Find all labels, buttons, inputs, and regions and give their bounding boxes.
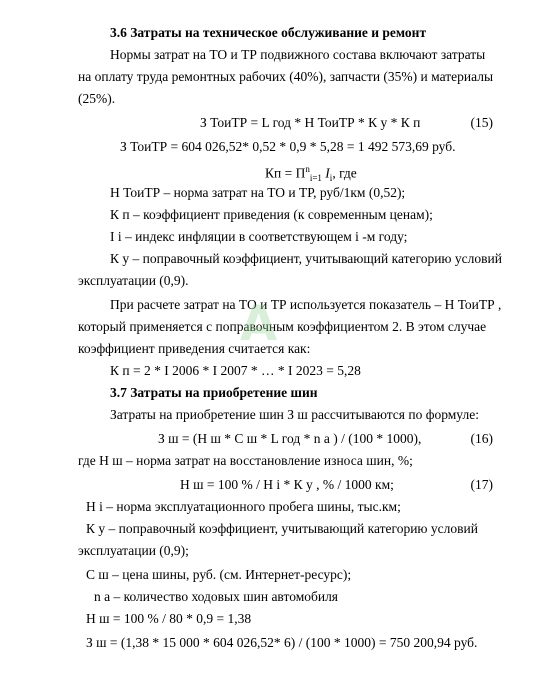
watermark-logo: А (240, 296, 278, 352)
definition-csh: С ш – цена шины, руб. (см. Интернет-ресурс); (86, 567, 352, 582)
equation-17: Н ш = 100 % / Н i * К у , % / 1000 км; (180, 477, 394, 492)
equation-15-number: (15) (470, 115, 493, 130)
paragraph-line: который применяется с поправочным коэффициентом 2. В этом случае (78, 319, 487, 334)
equation-17-number: (17) (470, 477, 493, 492)
equation-16: З ш = (Н ш * С ш * L год * n а ) / (100 * 1000), (158, 431, 422, 446)
kp-calculation: К п = 2 * I 2006 * I 2007 * … * I 2023 = 5,28 (110, 363, 361, 378)
paragraph-line: на оплату труда ремонтных рабочих (40%), запчасти (35%) и материалы (78, 69, 494, 84)
definition-nsh: где Н ш – норма затрат на восстановление износа шин, %; (78, 453, 413, 468)
equation-16-number: (16) (470, 431, 493, 446)
definition-n-toitr: Н ТоиТР – норма затрат на ТО и ТР, руб/1км (0,52); (110, 185, 406, 200)
definition-ky: К у – поправочный коэффициент, учитывающий категорию условий (110, 251, 502, 266)
kp-formula-sub: i=1 (309, 173, 322, 184)
definition-na: n а – количество ходовых шин автомобиля (94, 589, 339, 604)
definition-ky-2-cont: эксплуатации (0,9); (78, 543, 189, 558)
equation-15: З ТоиТР = L год * Н ТоиТР * К у * К п (200, 115, 421, 130)
paragraph-line: При расчете затрат на ТО и ТР используется показатель – Н ТоиТР , (110, 297, 502, 312)
kp-formula-sup: n (305, 164, 310, 174)
definition-kp: К п – коэффициент приведения (к современным ценам); (110, 207, 433, 222)
definition-ky-2: К у – поправочный коэффициент, учитывающий категорию условий (86, 521, 478, 536)
kp-formula-term-sub: i (329, 173, 333, 184)
section-3-7-heading: 3.7 Затраты на приобретение шин (110, 385, 318, 400)
paragraph-line: (25%). (78, 91, 116, 106)
calculation-nsh: Н ш = 100 % / 80 * 0,9 = 1,38 (86, 611, 252, 626)
paragraph-line: коэффициент приведения считается как: (78, 341, 311, 356)
section-3-6-heading: 3.6 Затраты на техническое обслуживание и ремонт (110, 25, 427, 40)
calculation-15: З ТоиТР = 604 026,52* 0,52 * 0,9 * 5,28 = 1 492 573,69 руб. (120, 139, 456, 154)
definition-i: I i – индекс инфляции в соответствующем i -м году; (110, 229, 408, 244)
definition-ni: Н i – норма эксплуатационного пробега шины, тыс.км; (86, 499, 401, 514)
paragraph-line: Затраты на приобретение шин З ш рассчитываются по формуле: (110, 407, 479, 422)
paragraph-line: Нормы затрат на ТО и ТР подвижного состава включают затраты (110, 47, 486, 62)
kp-formula-main: Кп = Π (265, 165, 306, 181)
definition-ky-cont: эксплуатации (0,9). (78, 273, 189, 288)
kp-formula-where: , где (332, 165, 357, 181)
calculation-zsh: З ш = (1,38 * 15 000 * 604 026,52* 6) / (100 * 1000) = 750 200,94 руб. (86, 635, 478, 650)
kp-formula-term: I (325, 165, 330, 181)
